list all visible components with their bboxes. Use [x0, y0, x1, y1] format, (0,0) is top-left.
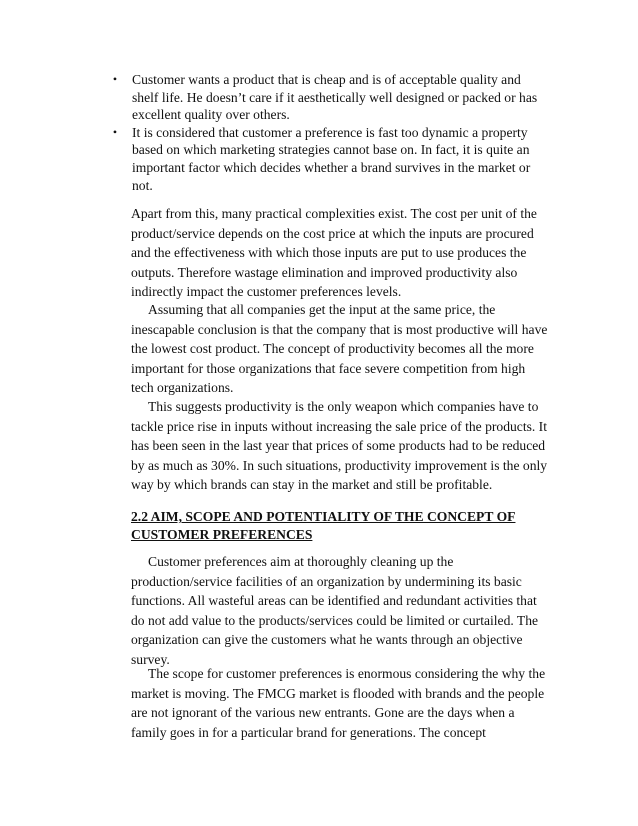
paragraph-assuming: Assuming that all companies get the input at the same price, the inescapable conclusion is that the company that is most productive will have the lowest cost product. The concept of productivity becomes all the more important for those organizations that face severe competition from high tech organizations.: [131, 302, 548, 395]
bullet-text: Customer wants a product that is cheap and is of acceptable quality and shelf life. He doesn’t care if it aesthetically well designed or packed or has excellent quality over others.: [132, 72, 538, 123]
bullet-marker: •: [112, 124, 118, 139]
paragraph-scope: The scope for customer preferences is enormous considering the why the market is moving. The FMCG market is flooded with brands and the people are not ignorant of the various new entrants. Gone are the days when a family goes in for a particular brand for generations. The concept: [131, 666, 546, 740]
paragraph-aim: Customer preferences aim at thoroughly cleaning up the production/service facilities of an organization by undermining its basic functions. All wasteful areas can be identified and redundant activities that do not add value to the products/services could be limited or curtailed. The organization can give the customers what he wants through an objective survey.: [131, 554, 539, 667]
paragraph-productivity: This suggests productivity is the only weapon which companies have to tackle price rise in inputs without increasing the sale price of the products. It has been seen in the last year that prices of some products had to be reduced by as much as 30%. In such situations, productivity improvement is the only way by which brands can stay in the market and still be profitable.: [131, 399, 548, 492]
bullet-item: [110, 124, 550, 194]
bullet-item: [110, 71, 550, 124]
bullet-marker: •: [112, 72, 118, 86]
bullet-list: [110, 71, 550, 194]
bullet-text: It is considered that customer a preference is fast too dynamic a property based on which marketing strategies cannot base on. In fact, it is quite an important factor which decides whether a brand survives in the market or not.: [132, 124, 531, 193]
section-heading: 2.2 AIM, SCOPE AND POTENTIALITY OF THE CONCEPT OF CUSTOMER PREFERENCES: [131, 509, 516, 542]
paragraph-complexities: Apart from this, many practical complexities exist. The cost per unit of the product/service depends on the cost price at which the inputs are procured and the effectiveness with which those inputs are put to use produces the outputs. Therefore wastage elimination and improved productivity also indirectly impact the customer preferences levels.: [131, 206, 537, 299]
